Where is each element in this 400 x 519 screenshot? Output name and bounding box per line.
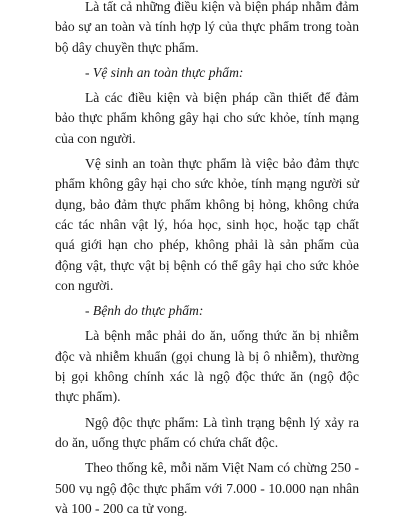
paragraph-statistics: Theo thống kê, mỗi năm Việt Nam có chừng 250 - 500 vụ ngộ độc thực phẩm với 7.000 - 10.000 nạn nhân và 100 - 200 ca tử vong. [55, 460, 359, 516]
paragraph-disease-definition: Là bệnh mắc phải do ăn, uống thức ăn bị nhiễm độc và nhiễm khuẩn (gọi chung là bị ô nhiễm), thường bị gọi không chính xác là ngộ độc thức ăn (ngộ độc thực phẩm). [55, 328, 359, 405]
heading-food-hygiene-safety: - Vệ sinh an toàn thực phẩm: [85, 64, 244, 80]
paragraph-hygiene-explanation: Vệ sinh an toàn thực phẩm là việc bảo đảm thực phẩm không gây hại cho sức khỏe, tính mạng người sử dụng, bảo đảm thực phẩm không bị hỏng, không chứa các tác nhân vật lý, hóa học, sinh học, hoặc tạp chất quá giới hạn cho phép, không phải là sản phẩm của động vật, thực vật bị bệnh có thể gây hại cho sức khỏe con người. [55, 156, 359, 293]
document-body [55, 0, 359, 519]
paragraph-food-poisoning: Ngộ độc thực phẩm: Là tình trạng bệnh lý xảy ra do ăn, uống thực phẩm có chứa chất độc. [55, 414, 359, 450]
paragraph-hygiene-definition: Là các điều kiện và biện pháp cần thiết để đảm bảo thực phẩm không gây hại cho sức khỏe, tính mạng của con người. [55, 90, 359, 146]
paragraph-definition: Là tất cả những điều kiện và biện pháp nhằm đảm bảo sự an toàn và tính hợp lý của thực phẩm trong toàn bộ dây chuyền thực phẩm. [55, 0, 359, 55]
heading-foodborne-disease: - Bệnh do thực phẩm: [85, 303, 204, 319]
